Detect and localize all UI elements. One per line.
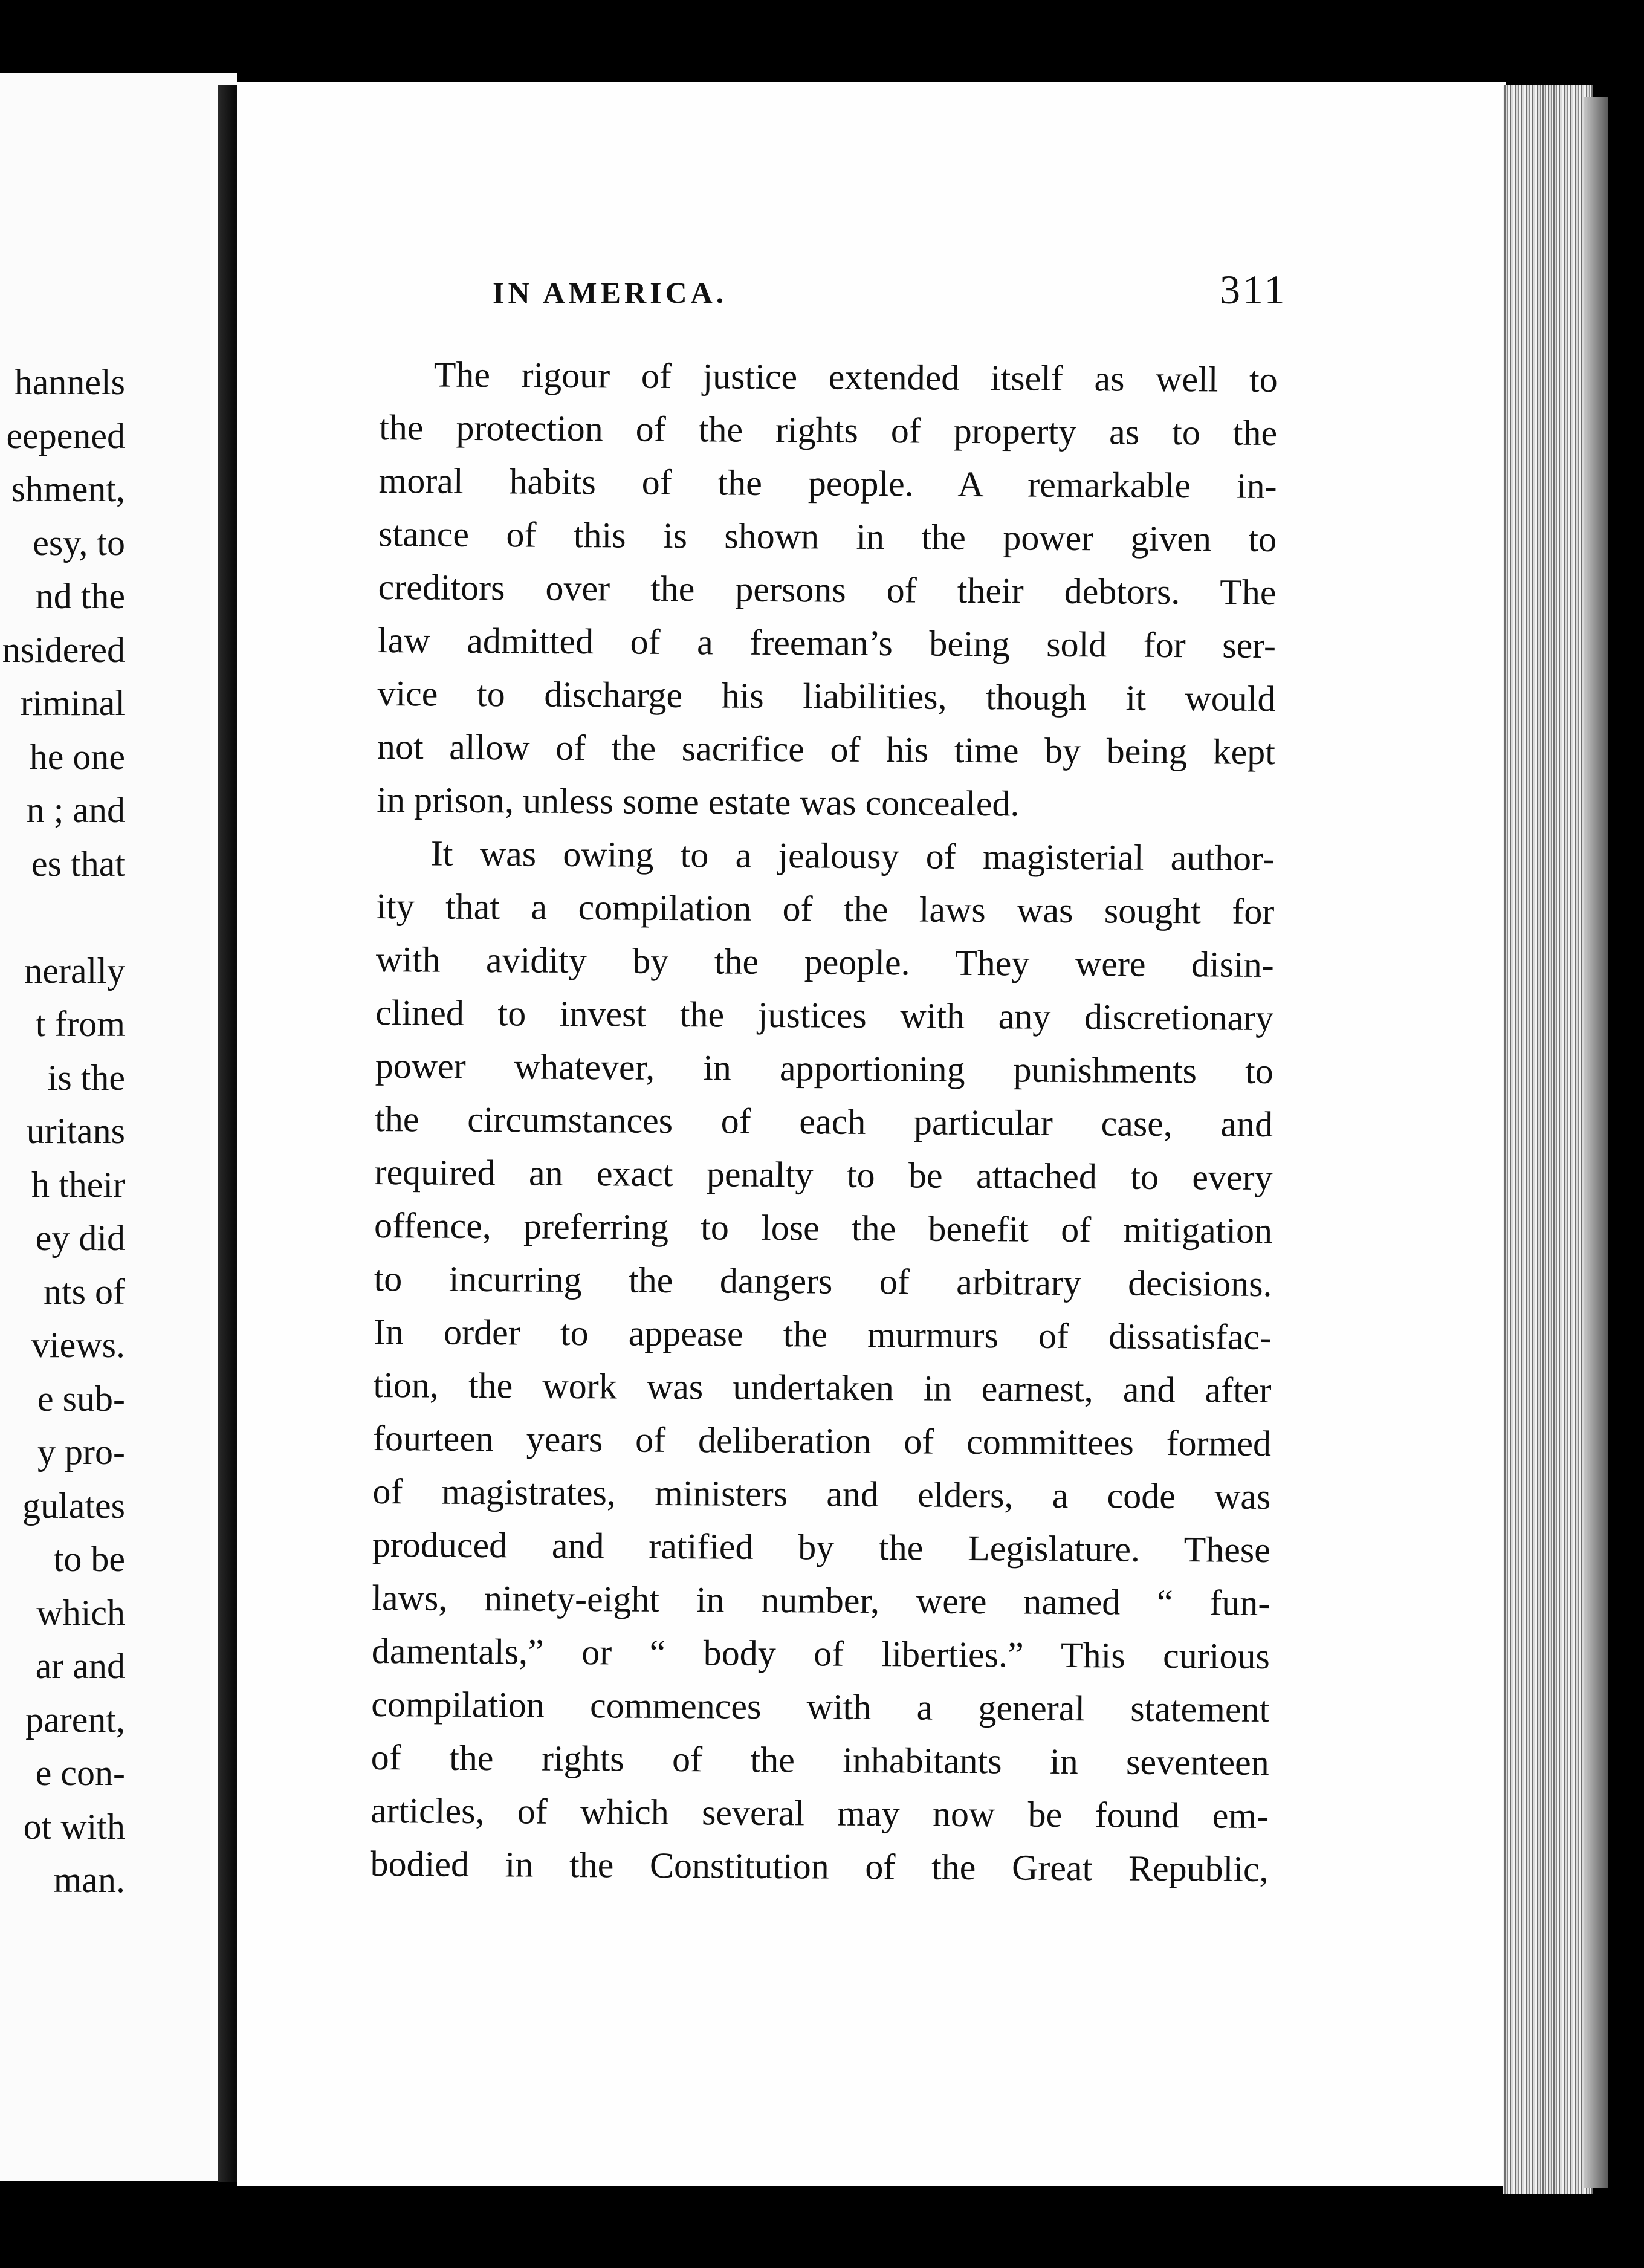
- text-line: of magistrates, ministers and elders, a code was: [372, 1471, 1271, 1517]
- left-line: hannels: [14, 362, 125, 402]
- left-line: y pro-: [37, 1432, 125, 1472]
- left-line: e con-: [35, 1753, 125, 1793]
- left-page-text-fragments: [2, 355, 125, 1907]
- paragraph-2: [370, 826, 1283, 1896]
- text-line: produced and ratified by the Legislature. These: [372, 1524, 1271, 1570]
- left-line: riminal: [20, 683, 125, 723]
- left-line: t from: [35, 1004, 125, 1044]
- left-line: parent,: [25, 1699, 125, 1740]
- text-line: articles, of which several may now be found em-: [371, 1790, 1269, 1836]
- text-line: in prison, unless some estate was concealed.: [377, 779, 1020, 824]
- text-line: fourteen years of deliberation of committees formed: [372, 1418, 1272, 1464]
- text-line: required an exact penalty to be attached to every: [374, 1152, 1273, 1198]
- left-line: h their: [31, 1164, 125, 1205]
- left-facing-page: [0, 73, 237, 2181]
- text-line: the circumstances of each particular case, and: [375, 1098, 1273, 1145]
- text-line: power whatever, in apportioning punishments to: [375, 1045, 1273, 1092]
- left-line: man.: [53, 1860, 125, 1900]
- text-line: not allow of the sacrifice of his time by being kept: [377, 726, 1276, 773]
- text-line: with avidity by the people. They were disin-: [375, 939, 1274, 985]
- left-line: eepened: [6, 415, 125, 456]
- left-line: nts of: [44, 1271, 125, 1312]
- page-number: 311: [1220, 267, 1287, 313]
- left-line: he one: [29, 736, 125, 777]
- left-line: ot with: [23, 1806, 125, 1847]
- text-line: damentals,” or “ body of liberties.” This curious: [371, 1630, 1270, 1677]
- paragraph-1: [377, 348, 1286, 832]
- running-head: IN AMERICA.: [493, 276, 728, 309]
- page-block-shadow: [1584, 97, 1608, 2188]
- left-line: nerally: [24, 950, 125, 991]
- left-line: esy, to: [33, 522, 125, 563]
- left-line: nd the: [35, 576, 125, 616]
- text-line: It was owing to a jealousy of magisterial author-: [430, 833, 1275, 879]
- text-line: moral habits of the people. A remarkable in-: [378, 460, 1277, 507]
- text-line: laws, ninety-eight in number, were named “ fun-: [372, 1577, 1270, 1624]
- text-line: of the rights of the inhabitants in seventeen: [371, 1737, 1269, 1783]
- left-line: n ; and: [26, 790, 125, 830]
- left-line: ar and: [35, 1646, 125, 1686]
- text-line: the protection of the rights of property as to the: [378, 407, 1278, 453]
- left-line: shment,: [11, 469, 125, 509]
- left-line: gulates: [22, 1485, 125, 1526]
- text-line: offence, preferring to lose the benefit of mitigation: [374, 1205, 1273, 1251]
- left-line: ey did: [35, 1218, 125, 1258]
- left-line: e sub-: [37, 1378, 125, 1419]
- text-line: bodied in the Constitution of the Great Republic,: [370, 1843, 1269, 1890]
- text-line: clined to invest the justices with any discretionary: [375, 992, 1274, 1038]
- text-line: ity that a compilation of the laws was sought for: [376, 886, 1275, 932]
- text-line: law admitted of a freeman’s being sold for ser-: [377, 620, 1277, 666]
- left-line: views.: [31, 1325, 125, 1365]
- text-line: vice to discharge his liabilities, though it would: [377, 673, 1276, 719]
- text-line: stance of this is shown in the power given to: [378, 513, 1277, 560]
- left-line: [2, 890, 125, 944]
- left-line: nsidered: [2, 629, 125, 670]
- left-line: to be: [53, 1539, 125, 1579]
- left-line: uritans: [26, 1111, 125, 1151]
- text-line: compilation commences with a general statement: [371, 1683, 1270, 1730]
- left-line: is the: [47, 1057, 125, 1098]
- text-line: creditors over the persons of their debtors. The: [378, 566, 1277, 613]
- body-text: [370, 348, 1286, 1896]
- left-line: which: [36, 1592, 125, 1633]
- text-line: The rigour of justice extended itself as well to: [433, 354, 1278, 400]
- text-line: tion, the work was undertaken in earnest, and after: [373, 1364, 1272, 1411]
- left-line: es that: [31, 843, 125, 884]
- text-line: In order to appease the murmurs of dissatisfac-: [373, 1311, 1272, 1358]
- page-block-edges: [1503, 85, 1593, 2194]
- text-line: to incurring the dangers of arbitrary decisions.: [374, 1258, 1272, 1304]
